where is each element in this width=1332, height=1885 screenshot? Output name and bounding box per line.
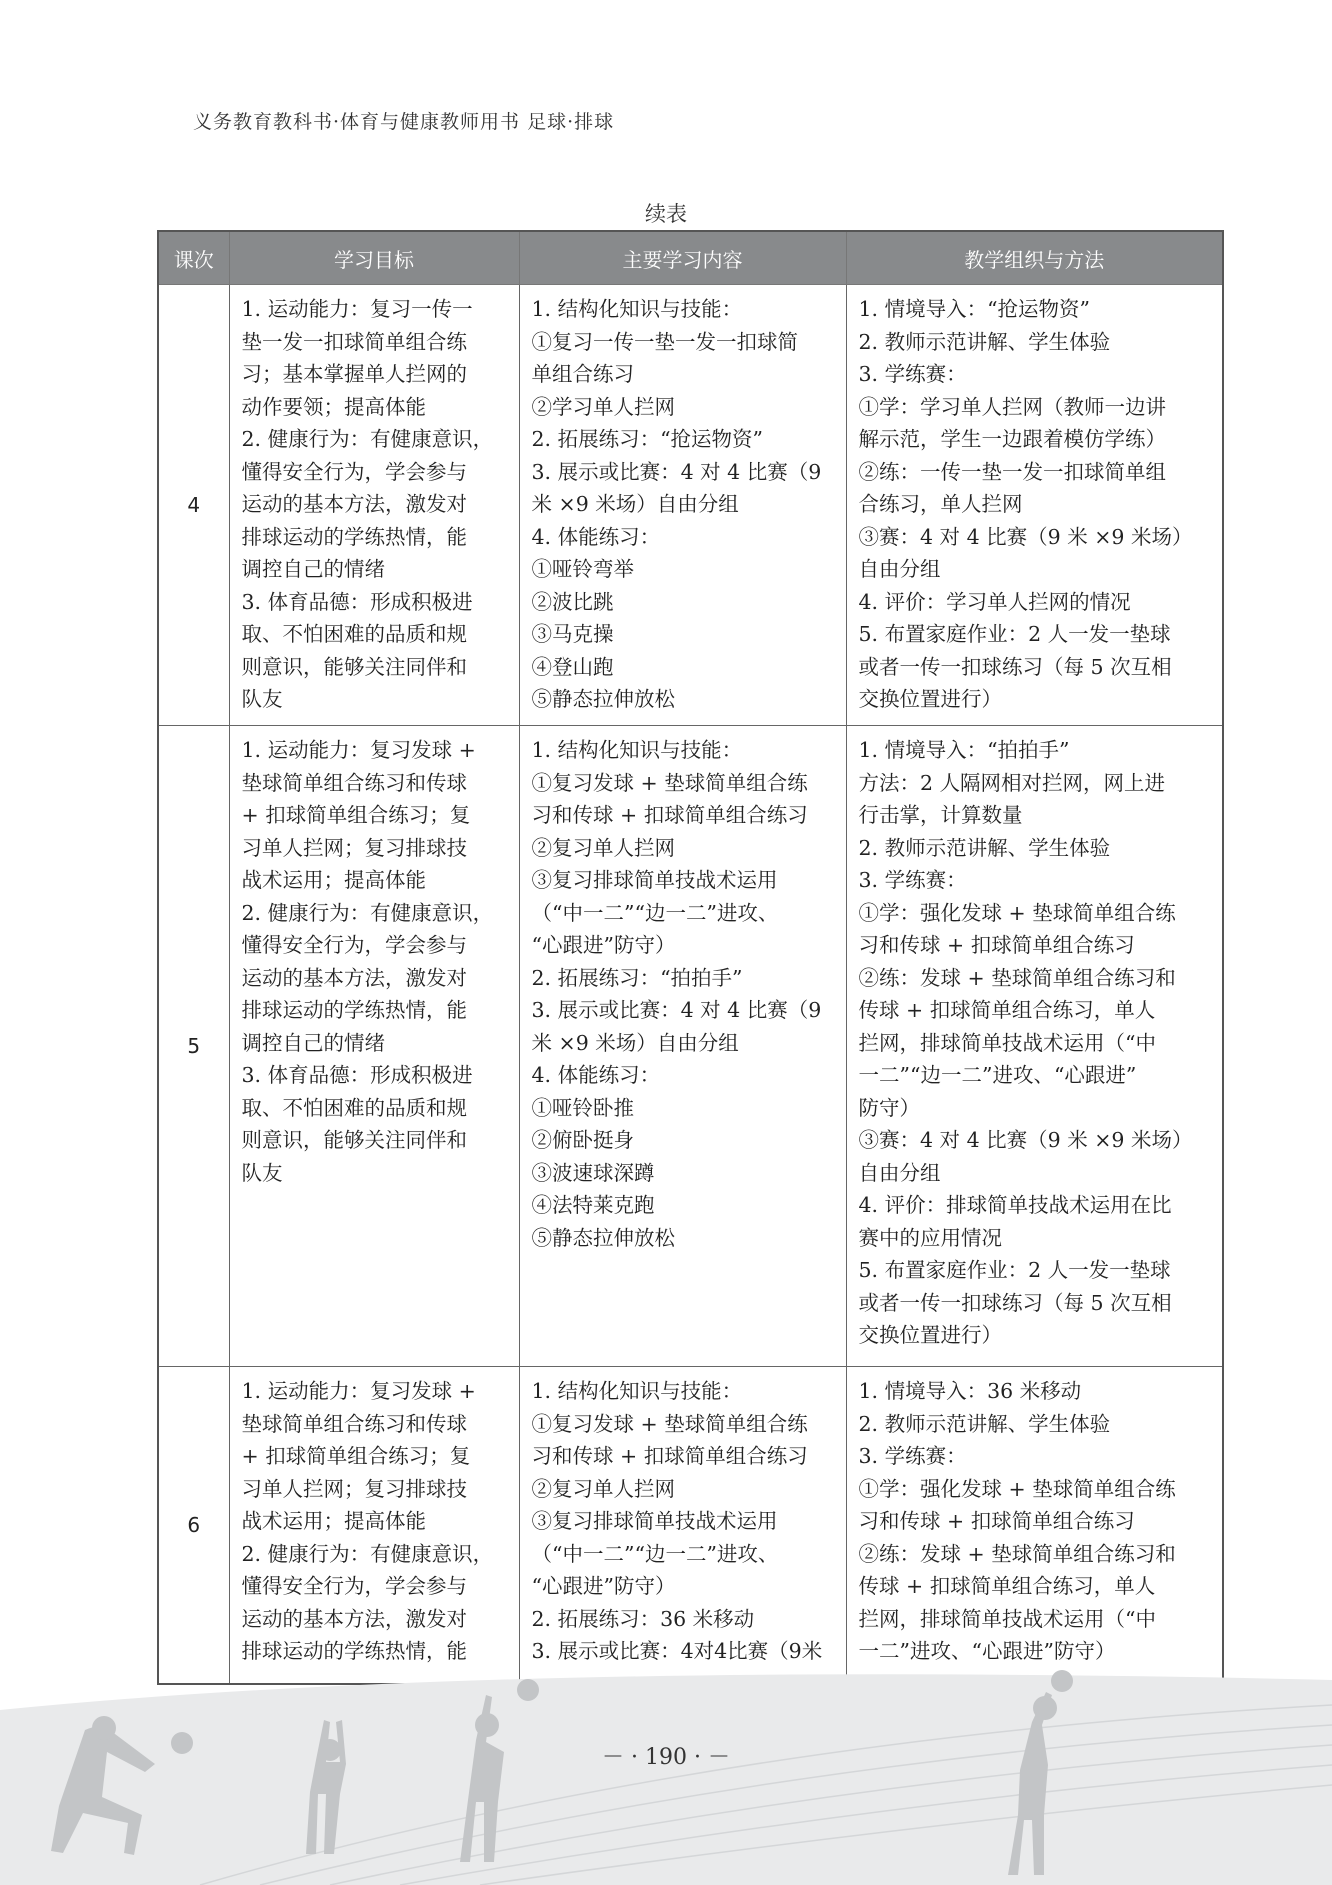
method-line: 自由分组: [858, 557, 941, 581]
method-line: 1. 情境导入：“拍拍手”: [858, 738, 1070, 762]
content-line: 2. 拓展练习：“拍拍手”: [531, 965, 743, 990]
content-line: 3. 展示或比赛：4 对 4 比赛（9: [531, 998, 822, 1022]
method-line: 解示范，学生一边跟着模仿学练）: [858, 427, 1166, 451]
content-line: 2. 拓展练习：36 米移动: [531, 1606, 755, 1631]
method-line: 3. 学练赛：: [858, 362, 967, 386]
goal-line: + 扣球简单组合练习；复: [241, 803, 471, 827]
content-line: 1. 结构化知识与技能：: [531, 738, 743, 762]
content-line: ⑤静态拉伸放松: [531, 687, 675, 711]
method-line: ②练：发球 + 垫球简单组合练习和: [858, 965, 1176, 990]
goal-line: 3. 体育品德：形成积极进: [241, 1063, 473, 1087]
teaching-methods-cell: [846, 1367, 1223, 1685]
content-line: 习和传球 + 扣球简单组合练习: [531, 803, 808, 827]
method-line: 3. 学练赛：: [858, 868, 967, 892]
goal-line: 则意识，能够关注同伴和: [241, 1128, 467, 1152]
goal-line: 调控自己的情绪: [241, 1030, 385, 1055]
goal-line: 懂得安全行为，学会参与: [241, 459, 467, 484]
content-line: 3. 展示或比赛：4对4比赛（9米: [531, 1639, 823, 1663]
content-line: ①复习发球 + 垫球简单组合练: [531, 770, 808, 795]
goal-line: 运动的基本方法，激发对: [241, 1606, 467, 1631]
content-line: ①复习发球 + 垫球简单组合练: [531, 1411, 808, 1436]
content-line: 1. 结构化知识与技能：: [531, 297, 743, 321]
method-line: ③赛：4 对 4 比赛（9 米 ×9 米场）: [858, 1128, 1193, 1152]
goal-line: 2. 健康行为：有健康意识，: [241, 427, 494, 451]
lesson-number-cell: [158, 285, 229, 726]
content-line: “心跟进”防守）: [531, 933, 676, 957]
teaching-methods-cell: [846, 285, 1223, 726]
method-line: 行击掌，计算数量: [858, 803, 1023, 827]
goal-line: 排球运动的学练热情，能: [241, 998, 467, 1022]
lesson-number-cell: [158, 1367, 229, 1685]
method-line: 拦网，排球简单技战术运用（“中: [858, 1030, 1156, 1055]
method-line: ②练：发球 + 垫球简单组合练习和: [858, 1541, 1176, 1566]
method-line: 4. 评价：学习单人拦网的情况: [858, 589, 1131, 614]
method-line: ③赛：4 对 4 比赛（9 米 ×9 米场）: [858, 524, 1193, 549]
goal-line: 1. 运动能力：复习发球 +: [241, 738, 476, 762]
method-line: 交换位置进行）: [858, 1323, 1002, 1347]
lesson-number: 5: [187, 1033, 201, 1058]
content-line: ②俯卧挺身: [531, 1128, 634, 1152]
lesson-number: 6: [187, 1512, 201, 1537]
goal-line: 习单人拦网；复习排球技: [241, 1476, 467, 1501]
goal-line: 习单人拦网；复习排球技: [241, 835, 467, 860]
method-line: 一二”“边一二”进攻、“心跟进”: [858, 1063, 1137, 1087]
goal-line: 调控自己的情绪: [241, 557, 385, 581]
learning-content-cell: [519, 285, 846, 726]
content-line: （“中一二”“边一二”进攻、: [531, 1541, 779, 1566]
method-line: 1. 情境导入：“抢运物资”: [858, 297, 1091, 321]
content-line: 习和传球 + 扣球简单组合练习: [531, 1444, 808, 1468]
content-line: ①哑铃弯举: [531, 557, 634, 581]
goal-line: 队友: [241, 1160, 283, 1185]
goal-line: 懂得安全行为，学会参与: [241, 933, 467, 957]
goal-line: 排球运动的学练热情，能: [241, 524, 467, 549]
goal-line: 则意识，能够关注同伴和: [241, 654, 467, 679]
table-caption: 续表: [645, 202, 687, 226]
table-row: [158, 726, 1223, 1367]
content-line: ④法特莱克跑: [531, 1193, 655, 1217]
method-line: 防守）: [858, 1095, 920, 1120]
method-line: 传球 + 扣球简单组合练习，单人: [858, 998, 1156, 1022]
learning-goals-cell: [229, 726, 519, 1367]
method-line: 2. 教师示范讲解、学生体验: [858, 329, 1111, 354]
table-row: [158, 285, 1223, 726]
goal-line: 取、不怕困难的品质和规: [241, 622, 467, 646]
content-line: ③复习排球简单技战术运用: [531, 868, 778, 892]
goal-line: 战术运用；提高体能: [241, 868, 426, 892]
goal-line: 动作要领；提高体能: [241, 394, 426, 419]
content-line: 4. 体能练习：: [531, 1063, 661, 1087]
method-line: 3. 学练赛：: [858, 1444, 967, 1468]
content-line: 2. 拓展练习：“抢运物资”: [531, 427, 764, 451]
goal-line: 懂得安全行为，学会参与: [241, 1574, 467, 1598]
method-line: 2. 教师示范讲解、学生体验: [858, 835, 1111, 860]
method-line: ①学：强化发球 + 垫球简单组合练: [858, 900, 1176, 925]
content-line: ②复习单人拦网: [531, 1476, 675, 1501]
method-line: 拦网，排球简单技战术运用（“中: [858, 1606, 1156, 1631]
table-header-row: [158, 231, 1223, 285]
content-line: ②波比跳: [531, 589, 614, 614]
goal-line: 垫球简单组合练习和传球: [241, 770, 467, 795]
learning-goals-cell: [229, 285, 519, 726]
header-content: 主要学习内容: [519, 231, 846, 285]
method-line: 合练习，单人拦网: [858, 492, 1023, 516]
teaching-methods-cell: [846, 726, 1223, 1367]
lesson-number: 4: [187, 492, 201, 517]
method-line: 传球 + 扣球简单组合练习，单人: [858, 1574, 1156, 1598]
method-line: 1. 情境导入：36 米移动: [858, 1379, 1082, 1403]
table-row: [158, 1367, 1223, 1685]
content-line: 3. 展示或比赛：4 对 4 比赛（9: [531, 459, 822, 484]
method-line: 5. 布置家庭作业：2 人一发一垫球: [858, 1258, 1171, 1282]
page-number: － · 190 · －: [602, 1745, 730, 1770]
learning-goals-cell: [229, 1367, 519, 1685]
lesson-number-cell: [158, 726, 229, 1367]
method-line: 2. 教师示范讲解、学生体验: [858, 1411, 1111, 1436]
content-line: 4. 体能练习：: [531, 524, 661, 549]
method-line: ①学：强化发球 + 垫球简单组合练: [858, 1476, 1176, 1501]
content-line: 米 ×9 米场）自由分组: [531, 1030, 739, 1055]
content-line: ①复习一传一垫一发一扣球简: [531, 329, 798, 354]
goal-line: 运动的基本方法，激发对: [241, 965, 467, 990]
method-line: 习和传球 + 扣球简单组合练习: [858, 933, 1135, 957]
goal-line: 3. 体育品德：形成积极进: [241, 589, 473, 614]
method-line: 交换位置进行）: [858, 687, 1002, 711]
goal-line: 排球运动的学练热情，能: [241, 1639, 467, 1663]
content-line: “心跟进”防守）: [531, 1574, 676, 1598]
content-line: 单组合练习: [531, 362, 634, 386]
method-line: 或者一传一扣球练习（每 5 次互相: [858, 1290, 1172, 1315]
goal-line: 习；基本掌握单人拦网的: [241, 362, 467, 386]
content-line: 1. 结构化知识与技能：: [531, 1379, 743, 1403]
method-line: 方法：2 人隔网相对拦网，网上进: [858, 770, 1166, 795]
content-line: ④登山跑: [531, 654, 614, 679]
goal-line: 战术运用；提高体能: [241, 1509, 426, 1533]
method-line: 5. 布置家庭作业：2 人一发一垫球: [858, 622, 1171, 646]
goal-line: 2. 健康行为：有健康意识，: [241, 1541, 494, 1566]
goal-line: + 扣球简单组合练习；复: [241, 1444, 471, 1468]
running-header: 义务教育教科书·体育与健康教师用书 足球·排球: [193, 111, 615, 133]
method-line: 习和传球 + 扣球简单组合练习: [858, 1509, 1135, 1533]
header-lesson: 课次: [158, 231, 229, 285]
goal-line: 运动的基本方法，激发对: [241, 492, 467, 516]
content-line: ③复习排球简单技战术运用: [531, 1509, 778, 1533]
method-line: 自由分组: [858, 1160, 941, 1185]
content-line: ⑤静态拉伸放松: [531, 1225, 675, 1250]
lesson-plan-table: [157, 230, 1224, 1685]
learning-content-cell: [519, 726, 846, 1367]
learning-content-cell: [519, 1367, 846, 1685]
content-line: ②学习单人拦网: [531, 394, 675, 419]
goal-line: 垫一发一扣球简单组合练: [241, 329, 467, 354]
content-line: （“中一二”“边一二”进攻、: [531, 900, 779, 925]
goal-line: 队友: [241, 687, 283, 711]
content-line: ③马克操: [531, 622, 614, 646]
method-line: ②练：一传一垫一发一扣球简单组: [858, 459, 1166, 484]
method-line: 或者一传一扣球练习（每 5 次互相: [858, 654, 1172, 679]
content-line: 米 ×9 米场）自由分组: [531, 492, 739, 516]
goal-line: 1. 运动能力：复习一传一: [241, 297, 473, 321]
method-line: 赛中的应用情况: [858, 1225, 1002, 1250]
method-line: ①学：学习单人拦网（教师一边讲: [858, 394, 1166, 419]
method-line: 一二”进攻、“心跟进”防守）: [858, 1639, 1116, 1663]
goal-line: 1. 运动能力：复习发球 +: [241, 1379, 476, 1403]
content-line: ①哑铃卧推: [531, 1095, 634, 1120]
content-line: ②复习单人拦网: [531, 835, 675, 860]
goal-line: 取、不怕困难的品质和规: [241, 1095, 467, 1120]
goal-line: 2. 健康行为：有健康意识，: [241, 900, 494, 925]
goal-line: 垫球简单组合练习和传球: [241, 1411, 467, 1436]
header-methods: 教学组织与方法: [846, 231, 1223, 285]
method-line: 4. 评价：排球简单技战术运用在比: [858, 1193, 1172, 1217]
header-goals: 学习目标: [229, 231, 519, 285]
content-line: ③波速球深蹲: [531, 1160, 655, 1185]
